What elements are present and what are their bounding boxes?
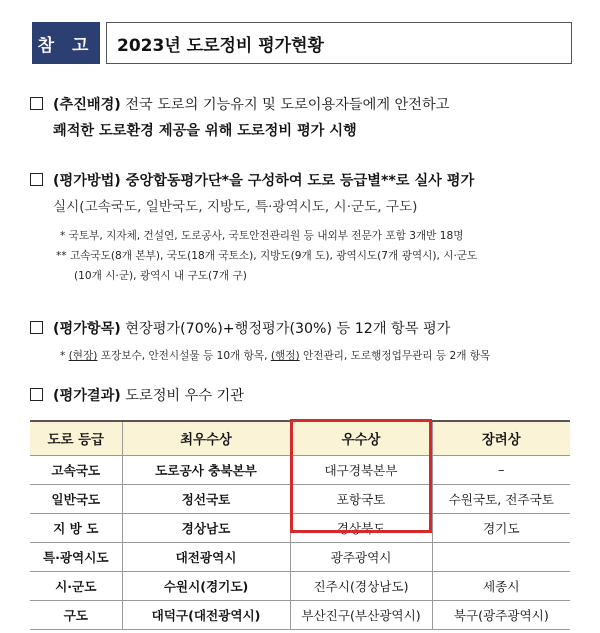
table-cell: 시·군도 xyxy=(30,571,122,600)
table-cell: 대구경북본부 xyxy=(290,455,432,484)
section-label: (평가결과) xyxy=(53,388,121,404)
table-cell: 북구(광주광역시) xyxy=(432,600,570,629)
section-background xyxy=(30,92,585,144)
text-span: (행정) xyxy=(270,350,300,362)
table-cell: 진주시(경상남도) xyxy=(290,571,432,600)
text-span: (현장) xyxy=(68,350,98,362)
reference-tag: 참 고 xyxy=(32,22,100,64)
table-cell: 일반국도 xyxy=(30,484,122,513)
table-cell: 경상남도 xyxy=(122,513,290,542)
table-cell xyxy=(432,542,570,571)
checkbox-icon xyxy=(30,321,43,334)
section-text: 도로정비 우수 기관 xyxy=(120,388,244,404)
section-label: (평가항목) xyxy=(53,321,121,337)
col-header-grand-prize: 최우수상 xyxy=(122,421,290,455)
section-label: (평가방법) xyxy=(53,173,121,189)
text-span: 포장보수, 안전시설물 등 10개 항목, xyxy=(97,350,271,362)
table-cell: 정선국토 xyxy=(122,484,290,513)
table-cell: 고속국도 xyxy=(30,455,122,484)
table-cell: 포항국토 xyxy=(290,484,432,513)
table-cell: 경상북도 xyxy=(290,513,432,542)
table-row xyxy=(30,455,570,484)
section-label: (추진배경) xyxy=(53,97,121,113)
table-cell: 대전광역시 xyxy=(122,542,290,571)
table-row xyxy=(30,571,570,600)
table-cell: 수원국토, 전주국토 xyxy=(432,484,570,513)
table-row xyxy=(30,484,570,513)
checkbox-icon xyxy=(30,388,43,401)
section-results xyxy=(30,383,585,409)
page-title: 2023년 도로정비 평가현황 xyxy=(106,22,572,64)
footnote xyxy=(30,346,585,366)
table-row xyxy=(30,542,570,571)
footnote-2: ** 고속국도(8개 본부), 국도(18개 국토소), 지방도(9개 도), 광역시도(7개 광역시), 시·군도 xyxy=(56,250,478,262)
table-cell: 광주광역시 xyxy=(290,542,432,571)
table-cell: – xyxy=(432,455,570,484)
section-text: 중앙합동평가단*을 구성하여 도로 등급별**로 실사 평가 xyxy=(120,173,475,189)
table-cell: 특·광역시도 xyxy=(30,542,122,571)
table-cell: 도로공사 충북본부 xyxy=(122,455,290,484)
text-span: * xyxy=(60,350,69,362)
table-cell: 경기도 xyxy=(432,513,570,542)
col-header-excellence: 우수상 xyxy=(290,421,432,455)
checkbox-icon xyxy=(30,173,43,186)
table-row xyxy=(30,600,570,629)
section-text-2: 쾌적한 도로환경 제공을 위해 도로정비 평가 시행 xyxy=(53,123,357,139)
section-items xyxy=(30,316,585,366)
col-header-grade: 도로 등급 xyxy=(30,421,122,455)
table-cell: 수원시(경기도) xyxy=(122,571,290,600)
results-table xyxy=(30,420,570,630)
table-cell: 세종시 xyxy=(432,571,570,600)
footnote-1: * 국토부, 지자체, 건설연, 도로공사, 국토안전관리원 등 내외부 전문가 포함 3개반 18명 xyxy=(60,230,464,242)
text-span: 안전관리, 도로행정업무관리 등 2개 항목 xyxy=(299,350,491,362)
header xyxy=(32,22,572,64)
table-row xyxy=(30,513,570,542)
section-text-2: 실시(고속국도, 일반국도, 지방도, 특·광역시도, 시·군도, 구도) xyxy=(53,199,418,215)
footnote-3: (10개 시·군), 광역시 내 구도(7개 구) xyxy=(74,270,247,282)
col-header-encouragement: 장려상 xyxy=(432,421,570,455)
table-cell: 부산진구(부산광역시) xyxy=(290,600,432,629)
checkbox-icon xyxy=(30,97,43,110)
section-text: 전국 도로의 기능유지 및 도로이용자들에게 안전하고 xyxy=(120,97,450,113)
section-method xyxy=(30,168,585,286)
table-cell: 대덕구(대전광역시) xyxy=(122,600,290,629)
section-text: 현장평가(70%)+행정평가(30%) 등 12개 항목 평가 xyxy=(120,321,451,337)
table-cell: 지 방 도 xyxy=(30,513,122,542)
table-cell: 구도 xyxy=(30,600,122,629)
